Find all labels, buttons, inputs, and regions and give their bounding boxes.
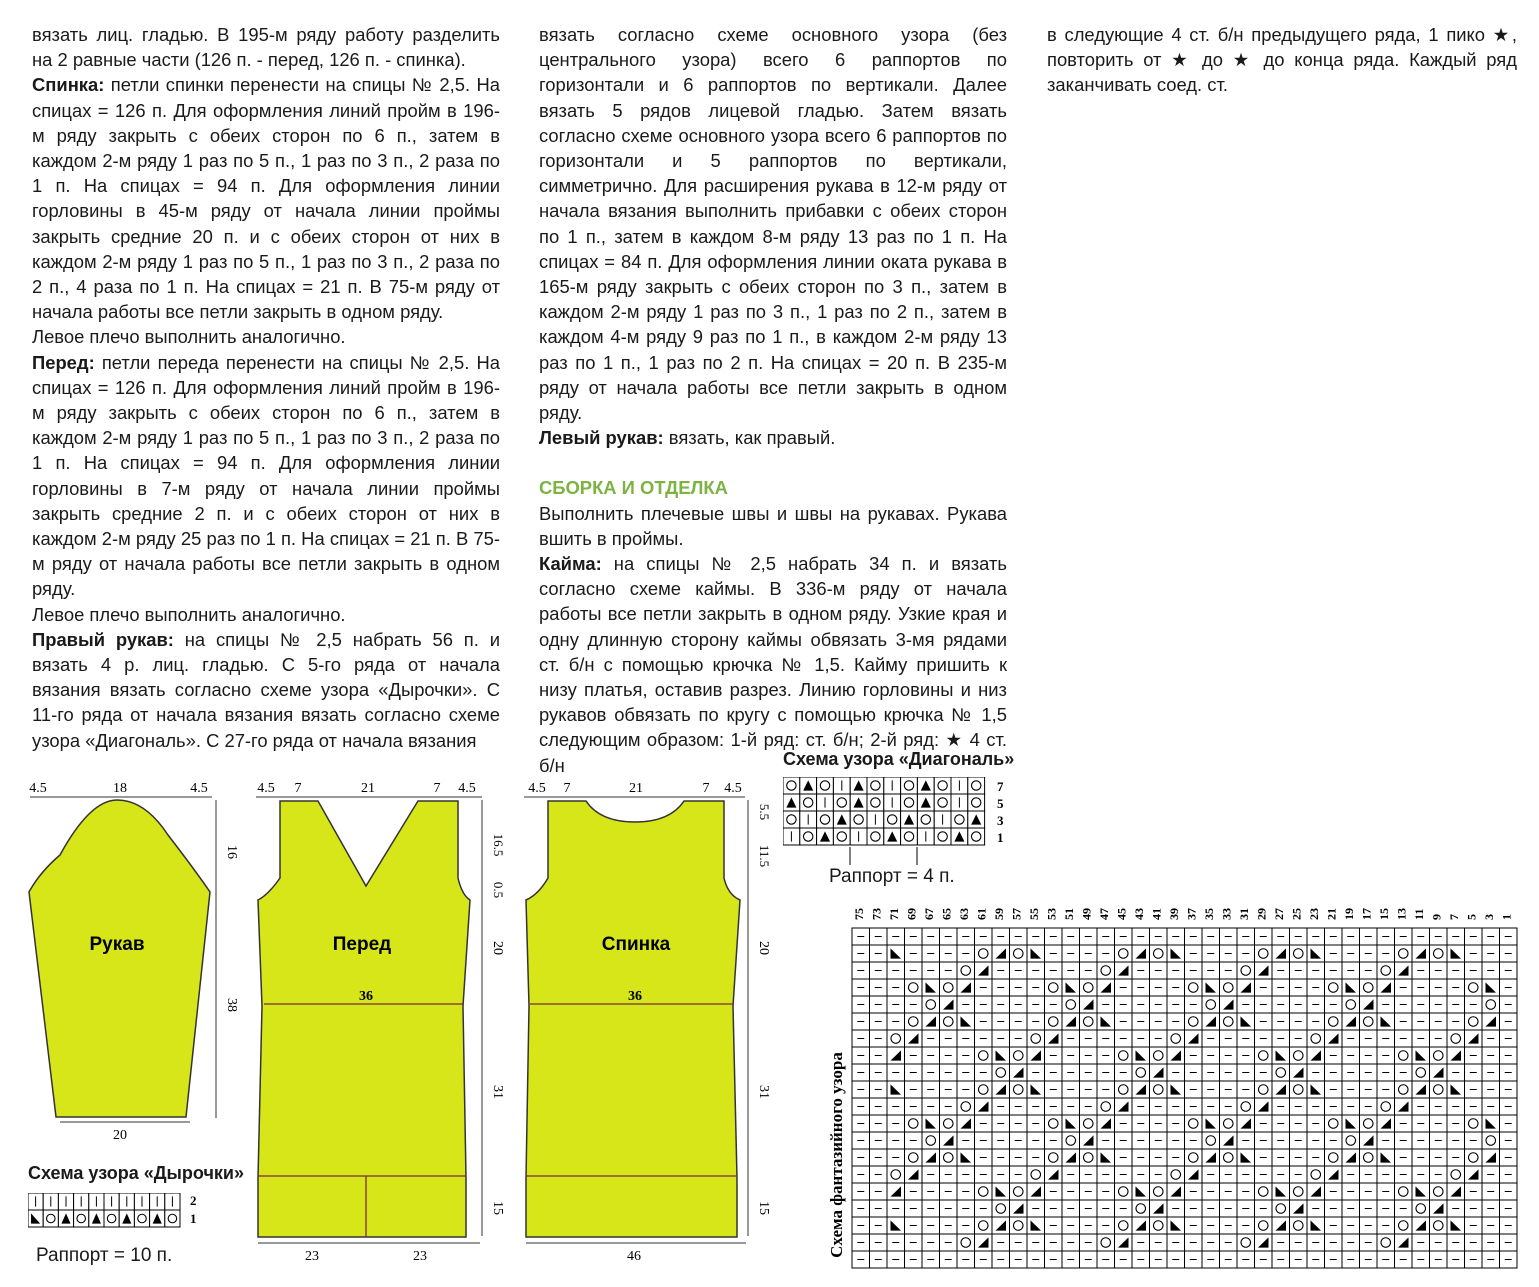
chart-cell bbox=[1167, 1166, 1185, 1183]
paragraph-text: Выполнить плечевые швы и швы на рукавах. Рукава вшить в проймы. bbox=[539, 502, 1007, 549]
front-shape bbox=[258, 801, 470, 1237]
paragraph bbox=[1047, 22, 1517, 98]
fancy-col-num: 37 bbox=[1184, 908, 1199, 920]
section-heading: СБОРКА И ОТДЕЛКА bbox=[539, 477, 728, 499]
chart-cell bbox=[1115, 1183, 1133, 1200]
back-dim: 31 bbox=[756, 1085, 771, 1099]
chart-cell bbox=[1010, 1183, 1028, 1200]
fancy-col-num: 57 bbox=[1009, 908, 1024, 920]
chart-cell bbox=[1377, 1013, 1395, 1030]
chart-cell bbox=[1010, 1081, 1028, 1098]
fancy-col-num: 5 bbox=[1464, 914, 1479, 920]
paragraph bbox=[32, 627, 500, 753]
chart-cell bbox=[901, 794, 918, 811]
chart-cell bbox=[1325, 979, 1343, 996]
chart-cell bbox=[833, 794, 850, 811]
sleeve-dim: 16 bbox=[224, 845, 239, 859]
fancy-col-num: 17 bbox=[1359, 908, 1374, 920]
chart-cell bbox=[1027, 1166, 1045, 1183]
diagonal-row-num: 1 bbox=[997, 830, 1004, 845]
chart-cell bbox=[887, 1166, 905, 1183]
fancy-chart bbox=[820, 895, 1520, 1275]
fancy-col-num: 11 bbox=[1411, 908, 1426, 920]
chart-cell bbox=[1080, 1149, 1098, 1166]
fancy-col-num: 35 bbox=[1201, 908, 1216, 920]
fancy-col-num: 63 bbox=[956, 908, 971, 920]
chart-cell bbox=[1447, 1030, 1465, 1047]
fancy-col-num: 73 bbox=[869, 908, 884, 920]
chart-cell bbox=[1272, 1064, 1290, 1081]
back-dim: 7 bbox=[702, 781, 710, 796]
paragraph-text: Левое плечо выполнить аналогично. bbox=[32, 603, 346, 625]
chart-cell bbox=[968, 794, 985, 811]
paragraph-text: на спицы № 2,5 набрать 34 п. и вязать согласно схеме каймы. В 336-м ряду от начала работы все петли закрыть в одном ряду. Узкие края и одну длинную сторону каймы обвязать 3-мя рядами ст. б/н с помощью крючка № 1,5. Кайму пришить к низу платья, оставив разрез. Линию горловины и низ рукавов обвязать по кругу с помощью крючка № 1,5 следующим образом: 1-й ряд: ст. б/н; 2-й ряд: ★ 4 ст. б/н bbox=[539, 553, 1007, 776]
back-shape bbox=[526, 801, 740, 1237]
back-dim: 21 bbox=[629, 781, 643, 796]
chart-cell bbox=[1097, 1013, 1115, 1030]
chart-cell bbox=[1290, 1183, 1308, 1200]
chart-cell bbox=[1482, 1132, 1500, 1149]
chart-cell bbox=[1360, 1115, 1378, 1132]
chart-cell bbox=[1307, 1166, 1325, 1183]
fancy-col-num: 53 bbox=[1044, 908, 1059, 920]
holes-title: Схема узора «Дырочки» bbox=[28, 1163, 244, 1183]
holes-row-num: 1 bbox=[190, 1211, 197, 1226]
fancy-title: Схема фантазийного узора bbox=[827, 1052, 846, 1258]
chart-cell bbox=[1465, 1115, 1483, 1132]
holes-chart bbox=[28, 1193, 208, 1233]
chart-cell bbox=[1045, 1115, 1063, 1132]
chart-cell bbox=[800, 828, 817, 845]
diagonal-row-num: 7 bbox=[997, 779, 1004, 794]
back-label: Спинка bbox=[601, 934, 671, 955]
chart-cell bbox=[905, 1149, 923, 1166]
fancy-col-num: 9 bbox=[1429, 914, 1444, 920]
chart-cell bbox=[1097, 962, 1115, 979]
diagonal-title: Схема узора «Диагональ» bbox=[783, 749, 1015, 769]
fancy-col-num: 65 bbox=[939, 908, 954, 920]
paragraph bbox=[539, 425, 1007, 450]
fancy-col-num: 1 bbox=[1499, 914, 1514, 920]
chart-cell bbox=[1255, 945, 1273, 962]
chart-cell bbox=[1132, 1200, 1150, 1217]
chart-cell bbox=[1237, 1234, 1255, 1251]
chart-cell bbox=[1167, 1030, 1185, 1047]
chart-cell bbox=[905, 979, 923, 996]
chart-cell bbox=[1150, 1081, 1168, 1098]
chart-cell bbox=[1062, 996, 1080, 1013]
fancy-col-num: 55 bbox=[1026, 908, 1041, 920]
chart-cell bbox=[1395, 945, 1413, 962]
chart-cell bbox=[1377, 1098, 1395, 1115]
fancy-col-num: 23 bbox=[1306, 908, 1321, 920]
chart-cell bbox=[1220, 1013, 1238, 1030]
chart-cell bbox=[992, 1064, 1010, 1081]
chart-cell bbox=[1465, 1013, 1483, 1030]
front-dim: 20 bbox=[490, 941, 505, 955]
chart-cell bbox=[1465, 1149, 1483, 1166]
fancy-col-num: 13 bbox=[1394, 908, 1409, 920]
chart-cell bbox=[968, 777, 985, 794]
chart-cell bbox=[867, 794, 884, 811]
sleeve-shape bbox=[29, 800, 210, 1117]
paragraph bbox=[32, 72, 500, 324]
chart-cell bbox=[1395, 1047, 1413, 1064]
sleeve-dim: 4.5 bbox=[190, 781, 208, 796]
chart-cell bbox=[850, 811, 867, 828]
front-dim: 23 bbox=[305, 1249, 319, 1264]
chart-cell bbox=[901, 777, 918, 794]
chart-cell bbox=[1237, 1098, 1255, 1115]
chart-cell bbox=[1185, 1149, 1203, 1166]
chart-cell bbox=[1412, 1200, 1430, 1217]
chart-cell bbox=[1080, 1013, 1098, 1030]
chart-cell bbox=[1115, 1081, 1133, 1098]
sleeve-dim: 20 bbox=[113, 1128, 127, 1143]
chart-cell bbox=[1010, 945, 1028, 962]
chart-cell bbox=[817, 811, 834, 828]
chart-cell bbox=[1325, 1115, 1343, 1132]
chart-cell bbox=[817, 777, 834, 794]
fancy-col-num: 15 bbox=[1376, 908, 1391, 920]
chart-cell bbox=[104, 1210, 119, 1227]
chart-cell bbox=[783, 777, 800, 794]
paragraph-lead: Спинка: bbox=[32, 74, 105, 96]
fancy-col-num: 61 bbox=[974, 908, 989, 920]
front-dim: 15 bbox=[490, 1201, 505, 1215]
chart-cell bbox=[992, 1200, 1010, 1217]
chart-cell bbox=[867, 828, 884, 845]
fancy-col-num: 3 bbox=[1481, 914, 1496, 920]
chart-cell bbox=[1325, 1013, 1343, 1030]
chart-cell bbox=[165, 1210, 180, 1227]
chart-cell bbox=[1255, 1047, 1273, 1064]
back-dim: 4.5 bbox=[724, 781, 742, 796]
chart-cell bbox=[1220, 1149, 1238, 1166]
sleeve-label: Рукав bbox=[89, 934, 145, 955]
chart-cell bbox=[1342, 996, 1360, 1013]
chart-cell bbox=[905, 1115, 923, 1132]
chart-cell bbox=[917, 811, 934, 828]
fancy-col-num: 31 bbox=[1236, 908, 1251, 920]
chart-cell bbox=[134, 1210, 149, 1227]
chart-cell bbox=[1202, 996, 1220, 1013]
chart-cell bbox=[934, 777, 951, 794]
chart-cell bbox=[922, 1132, 940, 1149]
chart-cell bbox=[1465, 979, 1483, 996]
chart-cell bbox=[1482, 996, 1500, 1013]
paragraph-text: петли спинки перенести на спицы № 2,5. На спицах = 126 п. Для оформления линий пройм в 196-м ряду закрыть с обеих сторон по 6 п., затем в каждом 2-м ряду 1 раз по 5 п., 1 раз по 3 п., 2 раза по 1 п. На спицах = 94 п. Для оформления линии горловины в 45-м ряду от начала линии проймы закрыть средние 20 п. и с обеих сторон от них в каждом 2-м ряду 1 раз по 5 п., 1 раз по 3 п., 2 раза по 2 п., 4 раза по 1 п. На спицах = 21 п. В 75-м ряду от начала работы все петли закрыть в одном ряду. bbox=[32, 74, 500, 323]
paragraph bbox=[539, 22, 1007, 425]
chart-cell bbox=[1115, 945, 1133, 962]
chart-cell bbox=[1010, 1217, 1028, 1234]
chart-cell bbox=[1132, 1064, 1150, 1081]
paragraph-text: на спицы № 2,5 набрать 56 п. и вязать 4 р. лиц. гладью. С 5-го ряда от начала вязания вязать согласно схеме узора «Дырочки». С 11-го ряда от начала вязания вязать согласно схеме узора «Диагональ». С 27-го ряда от начала вязания bbox=[32, 628, 500, 751]
chart-cell bbox=[975, 1081, 993, 1098]
fancy-col-num: 19 bbox=[1341, 908, 1356, 920]
fancy-col-num: 43 bbox=[1131, 908, 1146, 920]
front-dim: 4.5 bbox=[458, 781, 476, 796]
paragraph-lead: Левый рукав: bbox=[539, 427, 664, 449]
chart-cell bbox=[884, 811, 901, 828]
chart-cell bbox=[1430, 1217, 1448, 1234]
chart-cell bbox=[1360, 1013, 1378, 1030]
chart-cell bbox=[1080, 979, 1098, 996]
chart-cell bbox=[951, 811, 968, 828]
chart-cell bbox=[1430, 1047, 1448, 1064]
chart-cell bbox=[905, 1013, 923, 1030]
chart-cell bbox=[1395, 1081, 1413, 1098]
chart-cell bbox=[1255, 1081, 1273, 1098]
chart-cell bbox=[74, 1210, 89, 1227]
chart-cell bbox=[901, 828, 918, 845]
chart-cell bbox=[1482, 1013, 1500, 1030]
fancy-col-num: 67 bbox=[921, 908, 936, 920]
chart-cell bbox=[1097, 1234, 1115, 1251]
chart-cell bbox=[1237, 1013, 1255, 1030]
fancy-col-num: 71 bbox=[886, 908, 901, 920]
chart-cell bbox=[1395, 1217, 1413, 1234]
diagonal-row-num: 5 bbox=[997, 796, 1004, 811]
chart-cell bbox=[1290, 1047, 1308, 1064]
chart-cell bbox=[940, 1013, 958, 1030]
chart-cell bbox=[1185, 1115, 1203, 1132]
front-dim: 16.5 bbox=[491, 833, 506, 857]
chart-cell bbox=[1395, 1183, 1413, 1200]
front-dim: 7 bbox=[433, 781, 441, 796]
paragraph-text: вязать, как правый. bbox=[663, 427, 836, 449]
holes-row-num: 2 bbox=[190, 1193, 197, 1208]
front-dim: 0.5 bbox=[491, 881, 506, 899]
chart-cell bbox=[1080, 1115, 1098, 1132]
front-label: Перед bbox=[332, 934, 392, 955]
diagonal-chart bbox=[783, 777, 1013, 867]
chart-cell bbox=[887, 1030, 905, 1047]
chart-cell bbox=[1220, 979, 1238, 996]
text-column-2 bbox=[539, 22, 1007, 778]
paragraph bbox=[539, 501, 1007, 551]
chart-cell bbox=[957, 1013, 975, 1030]
chart-cell bbox=[867, 777, 884, 794]
chart-cell bbox=[800, 794, 817, 811]
chart-cell bbox=[1045, 1013, 1063, 1030]
sleeve-dim: 4.5 bbox=[29, 781, 47, 796]
text-column-3 bbox=[1047, 22, 1517, 98]
chart-cell bbox=[1377, 1234, 1395, 1251]
front-dim: 21 bbox=[361, 781, 375, 796]
chart-cell bbox=[1290, 1081, 1308, 1098]
paragraph-text: вязать лиц. гладью. В 195-м ряду работу разделить на 2 равные части (126 п. - перед, 126 п. - спинка). bbox=[32, 24, 500, 71]
front-dim: 7 bbox=[294, 781, 302, 796]
back-dim: 46 bbox=[627, 1249, 641, 1264]
paragraph-lead: Перед: bbox=[32, 351, 95, 373]
chart-cell bbox=[1255, 1217, 1273, 1234]
fancy-col-num: 69 bbox=[904, 908, 919, 920]
back-dim: 5.5 bbox=[757, 803, 772, 821]
paragraph-lead: Кайма: bbox=[539, 553, 602, 575]
chart-cell bbox=[1377, 962, 1395, 979]
chart-cell bbox=[1115, 1047, 1133, 1064]
fancy-col-num: 75 bbox=[851, 908, 866, 920]
chart-cell bbox=[934, 794, 951, 811]
back-dim: 7 bbox=[563, 781, 571, 796]
back-dim: 20 bbox=[756, 941, 771, 955]
chart-cell bbox=[940, 979, 958, 996]
chart-cell bbox=[1255, 1183, 1273, 1200]
diagonal-rapport: Раппорт = 4 п. bbox=[829, 866, 955, 887]
back-mid-dim: 36 bbox=[628, 989, 642, 1004]
chart-cell bbox=[1185, 979, 1203, 996]
chart-cell bbox=[957, 1098, 975, 1115]
holes-rapport: Раппорт = 10 п. bbox=[36, 1245, 173, 1266]
fancy-col-num: 25 bbox=[1289, 908, 1304, 920]
back-dim: 4.5 bbox=[528, 781, 546, 796]
chart-cell bbox=[1045, 979, 1063, 996]
chart-cell bbox=[1202, 1132, 1220, 1149]
chart-cell bbox=[1062, 1132, 1080, 1149]
chart-cell bbox=[957, 962, 975, 979]
chart-cell bbox=[1447, 1166, 1465, 1183]
chart-cell bbox=[1290, 1217, 1308, 1234]
chart-cell bbox=[940, 1115, 958, 1132]
chart-cell bbox=[1150, 1183, 1168, 1200]
chart-cell bbox=[1342, 1013, 1360, 1030]
chart-cell bbox=[975, 1047, 993, 1064]
chart-cell bbox=[1325, 1149, 1343, 1166]
sleeve-dim: 18 bbox=[113, 781, 127, 796]
fancy-col-num: 7 bbox=[1446, 914, 1461, 920]
chart-cell bbox=[1115, 1217, 1133, 1234]
paragraph-text: Левое плечо выполнить аналогично. bbox=[32, 326, 346, 348]
chart-cell bbox=[975, 945, 993, 962]
chart-cell bbox=[1150, 1047, 1168, 1064]
text-column-1 bbox=[32, 22, 500, 753]
paragraph bbox=[32, 350, 500, 602]
chart-cell bbox=[1360, 979, 1378, 996]
chart-cell bbox=[1272, 1200, 1290, 1217]
fancy-col-num: 51 bbox=[1061, 908, 1076, 920]
chart-cell bbox=[1430, 1183, 1448, 1200]
paragraph bbox=[32, 602, 500, 627]
fancy-col-num: 27 bbox=[1271, 908, 1286, 920]
chart-cell bbox=[934, 828, 951, 845]
fancy-col-num: 45 bbox=[1114, 908, 1129, 920]
fancy-col-num: 47 bbox=[1096, 908, 1111, 920]
back-dim: 15 bbox=[756, 1201, 771, 1215]
fancy-col-num: 21 bbox=[1324, 908, 1339, 920]
chart-cell bbox=[922, 1013, 940, 1030]
chart-cell bbox=[1097, 1098, 1115, 1115]
chart-cell bbox=[1342, 1132, 1360, 1149]
chart-cell bbox=[1062, 1013, 1080, 1030]
chart-cell bbox=[1412, 1064, 1430, 1081]
chart-cell bbox=[1202, 1013, 1220, 1030]
front-mid-dim: 36 bbox=[359, 989, 373, 1004]
chart-cell bbox=[957, 1234, 975, 1251]
front-dim: 4.5 bbox=[257, 781, 275, 796]
fancy-col-num: 49 bbox=[1079, 908, 1094, 920]
paragraph-text: петли переда перенести на спицы № 2,5. На спицах = 126 п. Для оформления линий пройм в 196-м ряду закрыть с обеих сторон по 6 п., затем в каждом 2-м ряду 1 раз по 5 п., 1 раз по 3 п., 2 раза по 1 п. На спицах = 94 п. Для оформления линии горловины в 7-м ряду от начала линии проймы закрыть средние 2 п. и с обеих сторон от них в каждом 2-м ряду 25 раз по 1 п. На спицах = 21 п. В 75-м ряду от начала работы все петли закрыть в одном ряду. bbox=[32, 351, 500, 600]
chart-cell bbox=[1185, 1013, 1203, 1030]
chart-cell bbox=[1045, 1149, 1063, 1166]
back-dim: 11.5 bbox=[757, 844, 772, 868]
paragraph bbox=[32, 324, 500, 349]
chart-cell bbox=[975, 1183, 993, 1200]
chart-cell bbox=[43, 1210, 58, 1227]
chart-cell bbox=[1360, 1149, 1378, 1166]
chart-cell bbox=[1027, 1030, 1045, 1047]
chart-cell bbox=[975, 1217, 993, 1234]
chart-cell bbox=[922, 996, 940, 1013]
chart-cell bbox=[1150, 1217, 1168, 1234]
fancy-col-num: 39 bbox=[1166, 908, 1181, 920]
chart-cell bbox=[833, 828, 850, 845]
paragraph bbox=[32, 22, 500, 72]
fancy-col-num: 59 bbox=[991, 908, 1006, 920]
diagonal-row-num: 3 bbox=[997, 813, 1004, 828]
chart-cell bbox=[1430, 1081, 1448, 1098]
sleeve-dim: 38 bbox=[224, 998, 239, 1012]
chart-cell bbox=[940, 1149, 958, 1166]
chart-cell bbox=[1010, 1047, 1028, 1064]
chart-cell bbox=[1220, 1115, 1238, 1132]
fancy-col-num: 33 bbox=[1219, 908, 1234, 920]
front-dim: 31 bbox=[490, 1085, 505, 1099]
front-dim: 23 bbox=[413, 1249, 427, 1264]
chart-cell bbox=[1307, 1030, 1325, 1047]
fancy-col-num: 29 bbox=[1254, 908, 1269, 920]
paragraph-text: вязать согласно схеме основного узора (без центрального узора) всего 6 раппортов по горизонтали и 6 раппортов по вертикали. Далее вязать 5 рядов лицевой гладью. Затем вязать согласно схеме основного узора всего 6 раппортов по горизонтали и 5 раппортов по вертикали, симметрично. Для расширения рукава в 12-м ряду от начала вязания выполнить прибавки с обеих сторон по 1 п., затем в каждом 8-м ряду 13 раз по 1 п. На спицах = 84 п. Для оформления линии оката рукава в 165-м ряду закрыть с обеих сторон по 3 п., затем в каждом 2-м ряду 1 раз по 3 п., 1 раз по 2 п., затем в каждом 4-м ряду 9 раз по 1 п., в каждом 2-м ряду 13 раз по 1 п., 1 раз по 2 п. На спицах = 20 п. В 235-м ряду от начала работы все петли закрыть в одном ряду. bbox=[539, 24, 1007, 424]
chart-cell bbox=[1290, 945, 1308, 962]
chart-cell bbox=[1237, 962, 1255, 979]
paragraph-lead: Правый рукав: bbox=[32, 628, 174, 650]
paragraph-text: в следующие 4 ст. б/н предыдущего ряда, 1 пико ★, повторить от ★ до ★ до конца ряда. Каждый ряд заканчивать соед. ст. bbox=[1047, 24, 1517, 96]
chart-cell bbox=[783, 811, 800, 828]
chart-cell bbox=[1430, 945, 1448, 962]
fancy-col-num: 41 bbox=[1149, 908, 1164, 920]
chart-cell bbox=[1150, 945, 1168, 962]
chart-cell bbox=[968, 828, 985, 845]
